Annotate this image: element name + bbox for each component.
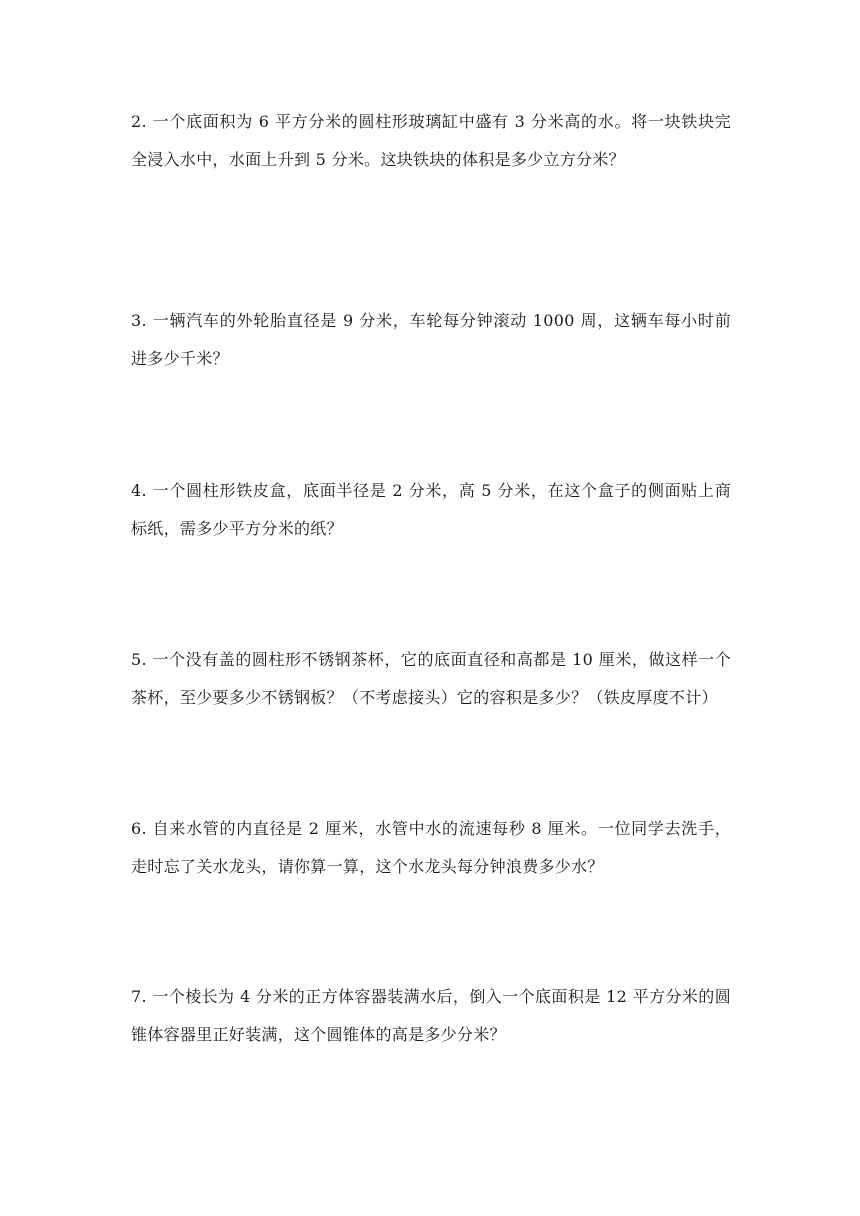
- problem-4: 4. 一个圆柱形铁皮盒，底面半径是 2 分米，高 5 分米，在这个盒子的侧面贴上商标纸，需多少平方分米的纸？: [131, 481, 731, 538]
- problem-6: 6. 自来水管的内直径是 2 厘米，水管中水的流速每秒 8 厘米。一位同学去洗手，走时忘了关水龙头，请你算一算，这个水龙头每分钟浪费多少水？: [131, 819, 731, 876]
- problem-3: 3. 一辆汽车的外轮胎直径是 9 分米，车轮每分钟滚动 1000 周，这辆车每小时前进多少千米？: [131, 311, 731, 368]
- problem-5: 5. 一个没有盖的圆柱形不锈钢茶杯，它的底面直径和高都是 10 厘米，做这样一个茶杯，至少要多少不锈钢板？（不考虑接头）它的容积是多少？（铁皮厚度不计）: [131, 650, 731, 707]
- problem-2: 2. 一个底面积为 6 平方分米的圆柱形玻璃缸中盛有 3 分米高的水。将一块铁块完全浸入水中，水面上升到 5 分米。这块铁块的体积是多少立方分米？: [131, 112, 731, 169]
- problem-7: 7. 一个棱长为 4 分米的正方体容器装满水后，倒入一个底面积是 12 平方分米的圆锥体容器里正好装满，这个圆锥体的高是多少分米？: [131, 987, 731, 1044]
